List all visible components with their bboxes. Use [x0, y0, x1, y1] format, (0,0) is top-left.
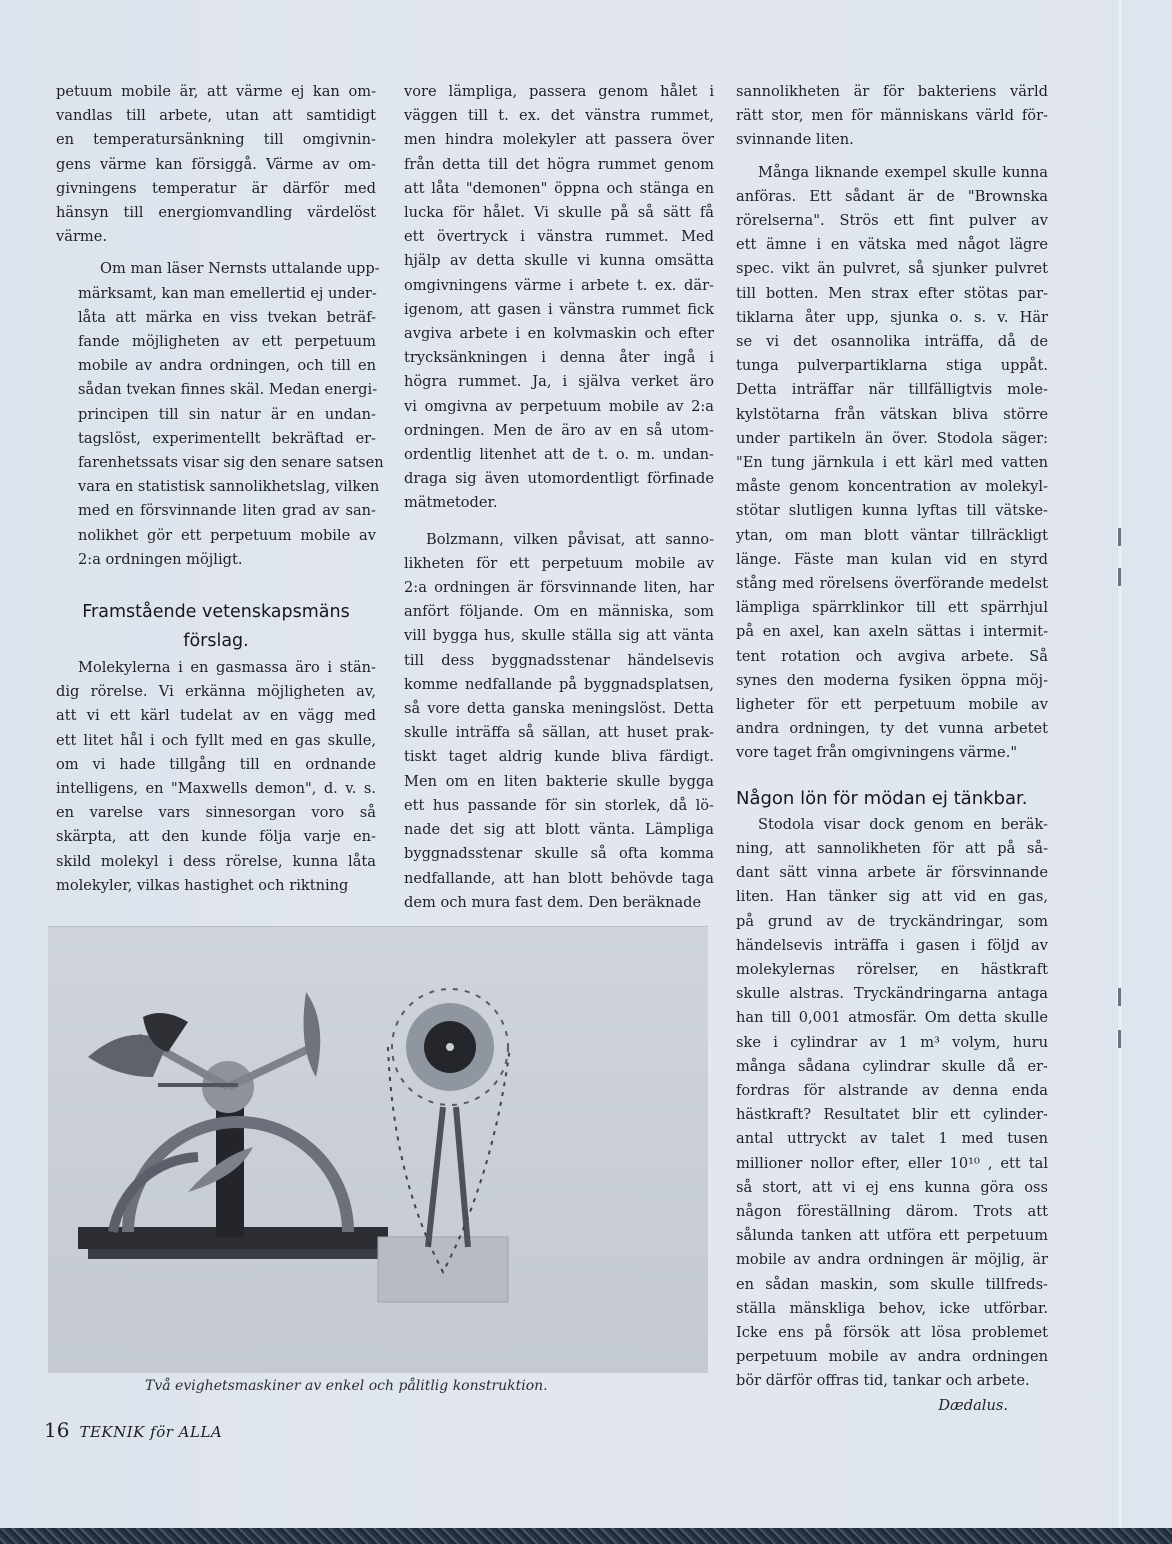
text-line: ligheter för ett perpetuum mobile av [736, 696, 1048, 714]
text-line: vore taget från omgivningens värme." [736, 744, 1018, 762]
text-line: fande möjligheten av ett perpetuum [78, 333, 376, 351]
text-line: han till 0,001 atmosfär. Om detta skulle [736, 1009, 1048, 1027]
staple-icon [1117, 988, 1121, 1006]
column-2 [404, 80, 714, 915]
text-line: någon föreställning därom. Trots att [736, 1202, 1048, 1220]
staple-icon [1117, 1030, 1121, 1048]
text-line: perpetuum mobile av andra ordningen [736, 1348, 1048, 1366]
text-line: mobile av andra ordningen är möjlig, är [736, 1251, 1048, 1269]
text-line: millioner nollor efter, eller 10¹⁰ , ett tal [736, 1154, 1048, 1172]
text-line: tagslöst, experimentellt bekräftad er- [78, 429, 376, 447]
text-line: rörelserna". Strös ett fint pulver av [736, 212, 1048, 230]
text-line: en varelse vars sinnesorgan voro så [56, 804, 376, 822]
text-line: att vi ett kärl tudelat av en vägg med [56, 707, 376, 725]
text-line: ning, att sannolikheten för att på så- [736, 839, 1048, 857]
column-3 [736, 80, 1048, 1418]
page-footer [44, 1418, 222, 1442]
text-line: antal uttryckt av talet 1 med tusen [736, 1130, 1048, 1148]
text-line: ordningen. Men de äro av en så utom- [404, 421, 714, 439]
text-line: mobile av andra ordningen, och till en [78, 357, 376, 375]
text-line: ett ämne i en vätska med något lägre [736, 236, 1048, 254]
text-line: lucka för hålet. Vi skulle på så sätt få [404, 204, 714, 222]
text-line: på en axel, kan axeln sättas i intermit- [736, 623, 1048, 641]
text-line: tent rotation och avgiva arbete. Så [736, 647, 1048, 665]
text-line: liten. Han tänker sig att vid en gas, [736, 888, 1048, 906]
text-line: på grund av de tryckändringar, som [736, 912, 1048, 930]
page-fold [1118, 0, 1122, 1528]
page-number: 16 [44, 1418, 70, 1442]
text-line: dant sätt vinna arbete är försvinnande [736, 864, 1048, 882]
text-line: vi omgivna av perpetuum mobile av 2:a [404, 397, 714, 415]
text-line: givningens temperatur är därför med [56, 179, 376, 197]
text-line: märksamt, kan man emellertid ej under- [78, 284, 377, 302]
text-line: Många liknande exempel skulle kunna [758, 163, 1048, 181]
text-line: om vi hade tillgång till en ordnande [56, 755, 376, 773]
text-line: skulle inträffa så sällan, att huset prak- [404, 724, 714, 742]
text-line: bör därför offras tid, tankar och arbete. [736, 1372, 1030, 1390]
text-line: dig rörelse. Vi erkänna möjligheten av, [56, 683, 376, 701]
text-line: farenhetssats visar sig den senare satsen [78, 454, 384, 472]
text-line: ett litet hål i och fyllt med en gas skulle, [56, 731, 376, 749]
text-line: med en försvinnande liten grad av san- [78, 502, 376, 520]
text-line: avgiva arbete i en kolvmaskin och efter [404, 325, 714, 343]
text-line: komme nedfallande på byggnadsplatsen, [404, 675, 714, 693]
paragraph [56, 80, 376, 249]
text-line: mätmetoder. [404, 494, 498, 512]
text-line: stötar slutligen kunna lyftas till vätske- [736, 502, 1048, 520]
figure-photo [48, 926, 708, 1373]
magazine-title: TEKNIK för ALLA [79, 1423, 223, 1441]
text-line: skulle alstras. Tryckändringarna antaga [736, 985, 1048, 1003]
paragraph [404, 528, 714, 915]
text-line: vill bygga hus, skulle ställa sig att vänta [404, 627, 714, 645]
text-line: anföras. Ett sådant är de "Brownska [736, 187, 1048, 205]
text-line: skild molekyl i dess rörelse, kunna låta [56, 852, 376, 870]
paragraph [736, 80, 1048, 153]
text-line: högra rummet. Ja, i själva verket äro [404, 373, 714, 391]
section-heading: Framstående vetenskapsmäns [82, 602, 350, 623]
text-line: till dess byggnadsstenar händelsevis [404, 651, 714, 669]
text-line: kylstötarna från vätskan bliva större [736, 405, 1048, 423]
background-surface [0, 1528, 1172, 1544]
text-line: sannolikheten är för bakteriens värld [736, 83, 1048, 100]
text-line: omgivningens värme i arbete t. ex. där- [404, 276, 714, 294]
text-line: vore lämpliga, passera genom hålet i [404, 83, 714, 100]
text-line: en sådan maskin, som skulle tillfreds- [736, 1275, 1048, 1293]
text-line: dem och mura fast dem. Den beräknade [404, 893, 702, 911]
paragraph [56, 257, 384, 572]
text-line: lämpliga spärrklinkor till ett spärrhjul [736, 599, 1048, 617]
text-line: ske i cylindrar av 1 m³ volym, huru [736, 1033, 1048, 1051]
text-line: rätt stor, men för människans värld för- [736, 107, 1048, 125]
text-line: hjälp av detta skulle vi kunna omsätta [404, 252, 714, 270]
text-line: Icke ens på försök att lösa problemet [736, 1323, 1048, 1341]
perpetual-motion-machines-image [48, 927, 708, 1373]
text-line: likheten för ett perpetuum mobile av [404, 554, 714, 572]
text-line: hänsyn till energiomvandling värdelöst [56, 204, 376, 222]
text-line: svinnande liten. [736, 131, 854, 149]
text-line: sålunda tanken att utföra ett perpetuum [736, 1227, 1048, 1245]
text-line: under partikeln än över. Stodola säger: [736, 429, 1048, 447]
text-line: "En tung järnkula i ett kärl med vatten [736, 454, 1048, 472]
text-line: principen till sin natur är en undan- [78, 405, 376, 423]
text-line: Bolzmann, vilken påvisat, att sanno- [426, 530, 714, 548]
text-line: ytan, om man blott väntar tillräckligt [736, 526, 1048, 544]
text-line: hästkraft? Resultatet blir ett cylinder- [736, 1106, 1048, 1124]
text-line: intelligens, en "Maxwells demon", d. v. s. [56, 780, 376, 798]
figure-caption: Två evighetsmaskiner av enkel och pålitlig konstruktion. [145, 1378, 548, 1394]
text-line: till botten. Men strax efter stötas par- [736, 284, 1048, 302]
staple-icon [1117, 528, 1121, 546]
text-line: Detta inträffar när tillfälligtvis mole- [736, 381, 1048, 399]
text-line: nolikhet gör ett perpetuum mobile av [78, 526, 376, 544]
text-line: draga sig även utomordentligt förfinade [404, 470, 714, 488]
column-1 [56, 80, 384, 898]
text-line: länge. Fäste man kulan vid en styrd [736, 550, 1048, 568]
author-signature: Dædalus. [938, 1396, 1008, 1414]
paragraph [736, 161, 1048, 766]
text-line: nedfallande, att han blott behövde taga [404, 869, 714, 887]
text-line: molekyler, vilkas hastighet och riktning [56, 876, 349, 894]
text-line: skärpta, att den kunde följa varje en- [56, 828, 376, 846]
text-line: se vi det osannolika inträffa, då de [736, 333, 1048, 351]
text-line: tiklarna åter upp, sjunka o. s. v. Här [736, 308, 1048, 326]
text-line: ett övertryck i vänstra rummet. Med [404, 228, 714, 246]
text-line: ställa mänskliga behov, icke utförbar. [736, 1299, 1048, 1317]
text-line: vandlas till arbete, utan att samtidigt [56, 107, 376, 125]
text-line: petuum mobile är, att värme ej kan om- [56, 83, 376, 100]
staple-icon [1117, 568, 1121, 586]
text-line: men hindra molekyler att passera över [404, 131, 714, 149]
text-line: gens värme kan försiggå. Värme av om- [56, 155, 376, 173]
text-line: byggnadsstenar skulle så ofta komma [404, 845, 714, 863]
text-line: igenom, att gasen i vänstra rummet fick [404, 300, 714, 318]
text-line: tiskt taget aldrig kunde bliva färdigt. [404, 748, 714, 766]
text-line: händelsevis inträffa i gasen i följd av [736, 936, 1048, 954]
text-line: molekylernas rörelser, en hästkraft [736, 960, 1048, 978]
text-line: ordentlig litenhet att de t. o. m. undan- [404, 446, 714, 464]
text-line: spec. vikt än pulvret, så sjunker pulvret [736, 260, 1048, 278]
text-line: måste genom koncentration av molekyl- [736, 478, 1048, 496]
text-line: 2:a ordningen möjligt. [78, 550, 243, 568]
text-line: värme. [56, 228, 108, 246]
text-line: väggen till t. ex. det vänstra rummet, [404, 107, 714, 125]
text-line: Men om en liten bakterie skulle bygga [404, 772, 714, 790]
paragraph [736, 813, 1048, 1394]
text-line: låta att märka en viss tvekan beträf- [78, 308, 376, 326]
paragraph [404, 80, 714, 516]
text-line: trycksänkningen i denna åter ingå i [404, 349, 714, 367]
text-line: sådan tvekan finnes skäl. Medan energi- [78, 381, 378, 399]
text-line: en temperatursänkning till omgivnin- [56, 131, 376, 149]
text-line: nade det sig att blott vänta. Lämpliga [404, 821, 714, 839]
text-line: att låta "demonen" öppna och stänga en [404, 179, 714, 197]
text-line: tunga pulverpartiklarna stiga uppåt. [736, 357, 1048, 375]
paragraph [56, 656, 376, 898]
text-line: vara en statistisk sannolikhetslag, vilken [78, 478, 380, 496]
text-line: stång med rörelsens överförande medelst [736, 575, 1048, 593]
text-line: 2:a ordningen är försvinnande liten, har [404, 579, 714, 597]
section-heading: förslag. [183, 631, 249, 652]
text-line: fordras för alstrande av denna enda [736, 1081, 1048, 1099]
text-line: så vore detta ganska meningslöst. Detta [404, 700, 714, 718]
text-line: anfört följande. Om en människa, som [404, 603, 714, 621]
text-line: från detta till det högra rummet genom [404, 155, 714, 173]
text-line: Om man läser Nernsts uttalande upp- [100, 260, 380, 278]
text-line: synes den moderna fysiken öppna möj- [736, 671, 1048, 689]
text-line: så stort, att vi ej ens kunna göra oss [736, 1178, 1048, 1196]
section-heading: Någon lön för mödan ej tänkbar. [736, 787, 1028, 809]
text-line: andra ordningen, ty det vunna arbetet [736, 720, 1048, 738]
text-line: Molekylerna i en gasmassa äro i stän- [78, 659, 376, 677]
text-line: många sådana cylindrar skulle då er- [736, 1057, 1048, 1075]
text-line: Stodola visar dock genom en beräk- [758, 815, 1048, 833]
text-line: ett hus passande för sin storlek, då lö- [404, 796, 714, 814]
